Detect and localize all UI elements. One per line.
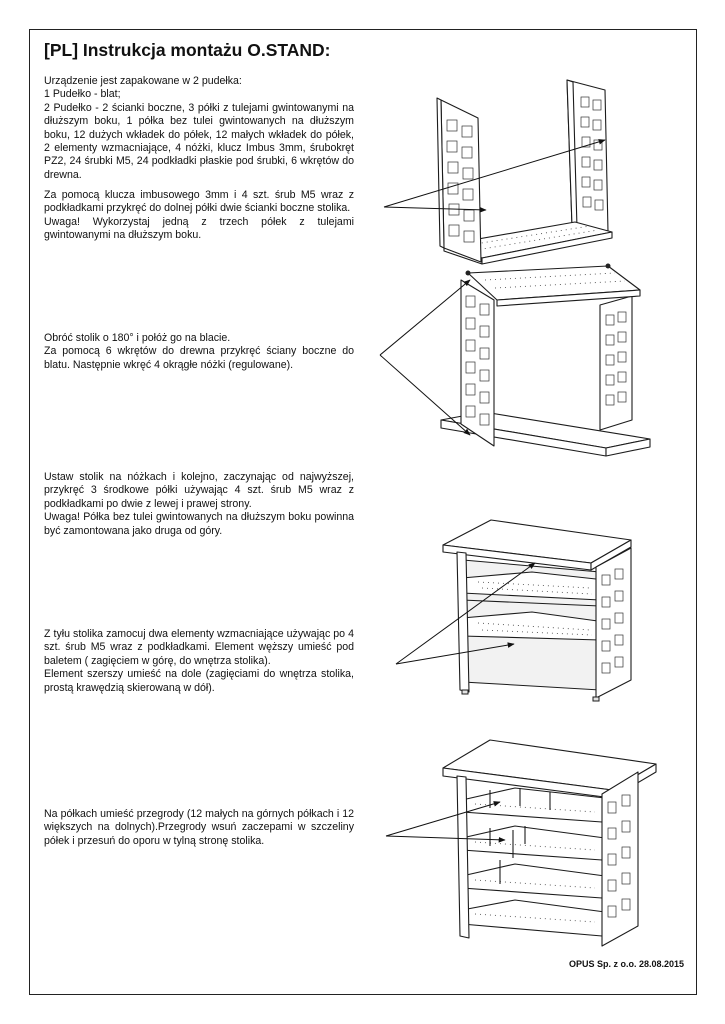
assembly-step-4-drawing [386,740,656,946]
step-3-line-2: Uwaga! Półka bez tulei gwintowanych na dłuższym boku powinna być zamontowana jako druga od góry. [44,511,354,537]
intro-line-1: Urządzenie jest zapakowane w 2 pudełka: [44,75,242,87]
step-4-line-1: Z tyłu stolika zamocuj dwa elementy wzmacniające używając po 4 szt. śrub M5 wraz z podkładkami. Element węższy umieść pod baletem ( zagięciem w górę, do wnętrza stolika). [44,628,354,667]
assembly-step-2-drawing [380,264,650,457]
assembly-step-3-drawing [396,520,631,701]
step-3-line-1: Ustaw stolik na nóżkach i kolejno, zaczynając od najwyższej, przykręć 3 środkowe półki używając 4 szt. śrub M5 wraz z podkładkami po dwie z lewej i prawej strony. [44,471,354,510]
step-1-line-1: Za pomocą klucza imbusowego 3mm i 4 szt. śrub M5 wraz z podkładkami przykręć do dolnej półki dwie ścianki boczne stolika. [44,189,354,215]
step-5-line-1: Na półkach umieść przegrody (12 małych na górnych półkach i 12 większych na dolnych).Przegrody wsuń zaczepami w szczeliny półek i przesuń do oporu w tylną stronę stolika. [44,808,354,847]
step-2-line-1: Obróć stolik o 180° i połóż go na blacie. [44,332,231,344]
assembly-step-1-drawing [384,80,612,264]
step-2-line-2: Za pomocą 6 wkrętów do drewna przykręć ściany boczne do blatu. Następnie wkręć 4 okrągłe nóżki (regulowane). [44,345,354,371]
step-4-line-2: Element szerszy umieść na dole (zagięciami do wnętrza stolika, prostą krawędzią skierowaną w dół). [44,668,354,694]
step-1-line-2: Uwaga! Wykorzystaj jedną z trzech półek z tulejami gwintowanymi na dłuższym boku. [44,215,354,242]
footer-company-date: OPUS Sp. z o.o. 28.08.2015 [568,959,684,969]
page-title: [PL] Instrukcja montażu O.STAND: [44,40,331,60]
intro-line-3: 2 Pudełko - 2 ścianki boczne, 3 półki z tulejami gwintowanymi na dłuższym boku, 1 półka bez tulei gwintowanych na dłuższym boku, 12 dużych wkładek do półek, 12 małych wkładek do półek, 2 elementy wzmacniające, 4 nóżki, klucz Imbus 3mm, śrubokręt PZ2, 24 śrubki M5, 24 podkładki płaskie pod śrubki, 6 wkrętów do drewna. [44,101,354,181]
intro-line-2: 1 Pudełko - blat; [44,88,121,101]
